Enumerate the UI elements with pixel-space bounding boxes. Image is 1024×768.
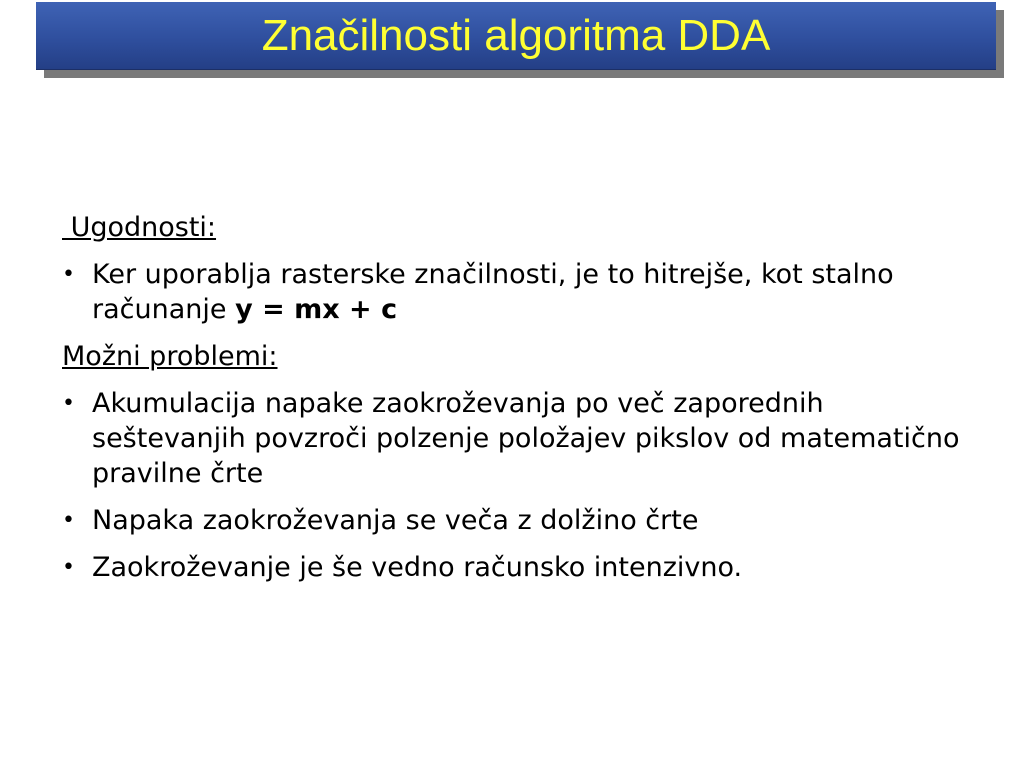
section-heading-advantages: Ugodnosti: bbox=[62, 212, 217, 243]
bullet-text: Napaka zaokroževanja se veča z dolžino črte bbox=[92, 505, 699, 536]
bullet-problem-1 bbox=[62, 386, 962, 491]
slide-body bbox=[62, 210, 962, 597]
bullet-icon: • bbox=[62, 391, 75, 416]
slide-title: Značilnosti algoritma DDA bbox=[261, 11, 771, 60]
bullet-icon: • bbox=[62, 262, 75, 287]
bullet-text: Ker uporablja rasterske značilnosti, je to hitrejše, kot stalno računanje bbox=[92, 259, 894, 325]
section-heading-problems: Možni problemi: bbox=[62, 341, 278, 372]
bullet-advantage-1 bbox=[62, 257, 962, 327]
bullet-icon: • bbox=[62, 508, 75, 533]
title-bar bbox=[36, 2, 996, 70]
bullet-problem-3 bbox=[62, 550, 962, 585]
bullet-icon: • bbox=[62, 555, 75, 580]
bullet-text: Zaokroževanje je še vedno računsko intenzivno. bbox=[92, 552, 743, 583]
bullet-text: Akumulacija napake zaokroževanja po več zaporednih seštevanjih povzroči polzenje položajev pikslov od matematično pravilne črte bbox=[92, 388, 960, 489]
bullet-problem-2 bbox=[62, 503, 962, 538]
formula-text: y = mx + c bbox=[235, 294, 398, 325]
